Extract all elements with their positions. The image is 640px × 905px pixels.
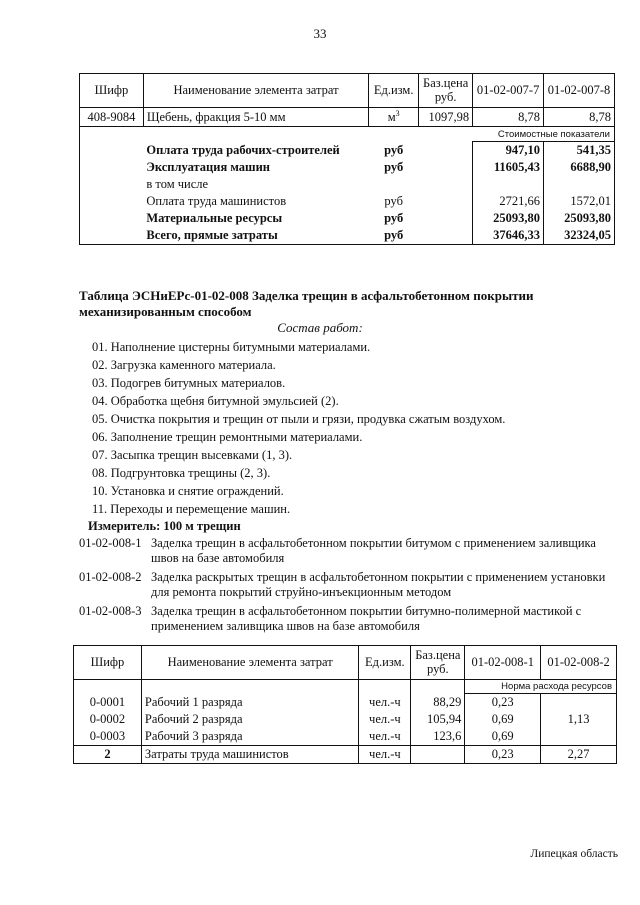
col-header-norm-2: 01-02-007-8 xyxy=(544,74,615,108)
resource-table-008 xyxy=(73,645,617,764)
table-row xyxy=(80,193,615,210)
measure-unit: Измеритель: 100 м трещин xyxy=(88,519,241,533)
cell-unit: руб xyxy=(384,211,404,226)
list-item xyxy=(79,536,619,566)
cell-value-2: 32324,05 xyxy=(544,227,615,245)
cost-indicators-note: Стоимостные показатели xyxy=(473,127,615,142)
cell-name: Всего, прямые затраты xyxy=(143,227,368,245)
cell-value-1: 2721,66 xyxy=(473,193,544,210)
works-list xyxy=(92,338,505,518)
list-item: 02. Загрузка каменного материала. xyxy=(92,358,276,372)
table-row xyxy=(74,746,617,764)
cell-value-2: 25093,80 xyxy=(544,210,615,227)
table-row xyxy=(74,694,617,712)
cell-value-1: 25093,80 xyxy=(473,210,544,227)
cell-unit xyxy=(369,176,419,193)
cell-name: Эксплуатация машин xyxy=(146,160,270,175)
col-header-code: Шифр xyxy=(80,74,144,108)
code-id: 01-02-008-3 xyxy=(79,604,142,618)
cell-name: Затраты труда машинистов xyxy=(141,746,358,764)
page-number: 33 xyxy=(313,26,327,41)
code-description: Заделка раскрытых трещин в асфальтобетонном покрытии с применением установки для ремонта покрытий струйно-инъекционным методом xyxy=(151,570,606,599)
list-item: 11. Переходы и перемещение машин. xyxy=(92,502,291,516)
cell-unit: чел.-ч xyxy=(359,711,411,728)
code-description: Заделка трещин в асфальтобетонном покрытии битумом с применением заливщика швов на базе автомобиля xyxy=(151,536,596,565)
list-item: 10. Установка и снятие ограждений. xyxy=(92,484,284,498)
unit-text: м xyxy=(387,110,396,125)
cell-name: в том числе xyxy=(146,177,209,192)
table-row xyxy=(74,728,617,746)
col-header-price: Баз.цена руб. xyxy=(411,646,465,680)
col-header-name: Наименование элемента затрат xyxy=(141,646,358,680)
list-item: 03. Подогрев битумных материалов. xyxy=(92,376,286,390)
cell-code: 0-0003 xyxy=(74,728,142,746)
cell-code: 0-0002 xyxy=(74,711,142,728)
col-header-unit: Ед.изм. xyxy=(359,646,411,680)
note-row xyxy=(80,127,615,142)
cell-name: Оплата труда рабочих-строителей xyxy=(146,142,340,157)
cell-code: 2 xyxy=(74,746,142,764)
table-row xyxy=(80,108,615,127)
composition-heading: Состав работ: xyxy=(277,320,363,335)
cell-value-1: 0,69 xyxy=(465,711,541,728)
cell-unit: руб xyxy=(384,194,403,209)
cell-name: Материальные ресурсы xyxy=(146,211,283,226)
col-header-norm-1: 01-02-008-1 xyxy=(465,646,541,680)
code-descriptions xyxy=(79,536,619,638)
code-id: 01-02-008-1 xyxy=(79,536,142,550)
table-row xyxy=(74,711,617,728)
list-item: 01. Наполнение цистерны битумными материалами. xyxy=(92,340,371,354)
cell-value-2: 1572,01 xyxy=(544,193,615,210)
cell-value-2: 1,13 xyxy=(541,711,617,728)
cell-value-1: 0,23 xyxy=(465,694,541,712)
cell-value-1: 947,10 xyxy=(473,142,544,160)
cell-value-1: 0,23 xyxy=(465,746,541,764)
cell-code: 408-9084 xyxy=(80,108,144,127)
cost-table-007 xyxy=(79,73,615,245)
cell-price xyxy=(411,746,465,764)
cell-value-1: 11605,43 xyxy=(473,159,544,176)
table-title: Таблица ЭСНиЕРс-01-02-008 Заделка трещин в асфальтобетонном покрытии механизированным способом xyxy=(79,288,534,319)
cell-name: Оплата труда машинистов xyxy=(146,194,287,209)
list-item: 08. Подгрунтовка трещины (2, 3). xyxy=(92,466,271,480)
unit-superscript: 3 xyxy=(395,109,400,118)
cell-value-2: 6688,90 xyxy=(544,159,615,176)
table-row xyxy=(80,142,615,160)
cell-price: 105,94 xyxy=(411,711,465,728)
cell-value-2 xyxy=(541,694,617,712)
col-header-name: Наименование элемента затрат xyxy=(143,74,368,108)
code-description: Заделка трещин в асфальтобетонном покрытии битумно-полимерной мастикой с применением заливщика швов на базе автомобиля xyxy=(151,604,582,633)
cell-value-2: 2,27 xyxy=(541,746,617,764)
cell-unit: руб xyxy=(384,160,404,175)
cell-name: Щебень, фракция 5-10 мм xyxy=(143,108,368,127)
col-header-price: Баз.цена руб. xyxy=(419,74,473,108)
list-item: 05. Очистка покрытия и трещин от пыли и грязи, продувка сжатым воздухом. xyxy=(92,412,506,426)
cell-value-1 xyxy=(473,176,544,193)
table-row xyxy=(80,227,615,245)
col-header-code: Шифр xyxy=(74,646,142,680)
table-header-row xyxy=(74,646,617,680)
table-header-row xyxy=(80,74,615,108)
cell-name: Рабочий 2 разряда xyxy=(141,711,358,728)
cell-value-2: 8,78 xyxy=(544,108,615,127)
cell-name: Рабочий 1 разряда xyxy=(141,694,358,712)
list-item: 04. Обработка щебня битумной эмульсией (2). xyxy=(92,394,339,408)
table-row xyxy=(80,159,615,176)
cell-value-2 xyxy=(541,728,617,746)
cell-unit: руб xyxy=(384,142,404,157)
list-item: 07. Засыпка трещин высевками (1, 3). xyxy=(92,448,293,462)
col-header-unit: Ед.изм. xyxy=(369,74,419,108)
col-header-norm-1: 01-02-007-7 xyxy=(473,74,544,108)
cell-value-2 xyxy=(544,176,615,193)
cell-unit xyxy=(369,108,419,127)
table-row xyxy=(80,210,615,227)
region-footer: Липецкая область xyxy=(530,848,618,860)
cell-value-1: 8,78 xyxy=(473,108,544,127)
cell-unit: руб xyxy=(369,227,419,245)
cell-name: Рабочий 3 разряда xyxy=(141,728,358,746)
list-item: 06. Заполнение трещин ремонтными материалами. xyxy=(92,430,363,444)
list-item xyxy=(79,604,619,634)
table-row xyxy=(80,176,615,193)
cell-code: 0-0001 xyxy=(74,694,142,712)
cell-price: 1097,98 xyxy=(419,108,473,127)
cell-value-2: 541,35 xyxy=(544,142,615,160)
cell-unit: чел.-ч xyxy=(359,694,411,712)
cell-unit: чел.-ч xyxy=(359,728,411,746)
code-id: 01-02-008-2 xyxy=(79,570,142,584)
resource-norm-note: Норма расхода ресурсов xyxy=(465,680,617,694)
cell-value-1: 37646,33 xyxy=(473,227,544,245)
cell-price: 123,6 xyxy=(411,728,465,746)
col-header-norm-2: 01-02-008-2 xyxy=(541,646,617,680)
cell-value-1: 0,69 xyxy=(465,728,541,746)
note-row xyxy=(74,680,617,694)
cell-price: 88,29 xyxy=(411,694,465,712)
list-item xyxy=(79,570,619,600)
cell-unit: чел.-ч xyxy=(359,746,411,764)
